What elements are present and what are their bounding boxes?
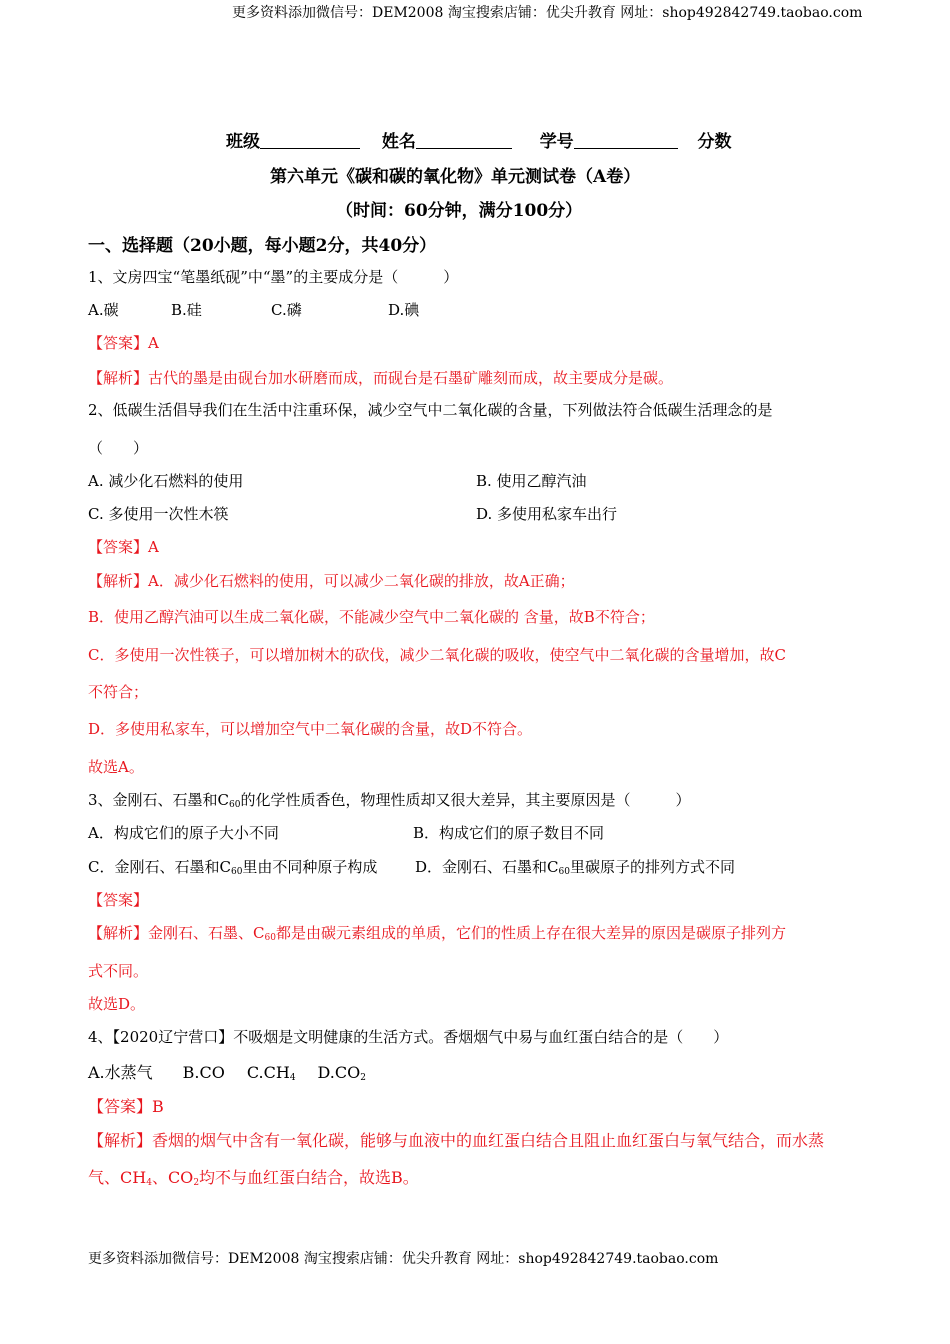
q2-analysis-d: D．多使用私家车，可以增加空气中二氧化碳的含量，故D不符合。 [88,720,533,738]
q1-analysis: 【解析】古代的墨是由砚台加水研磨而成，而砚台是石墨矿雕刻而成，故主要成分是碳。 [88,369,674,387]
q4-analysis-line1: 【解析】香烟的烟气中含有一氧化碳，能够与血液中的血红蛋白结合且阻止血红蛋白与氧气结合，而水蒸 [88,1131,825,1150]
q2-answer: 【答案】A [88,538,159,556]
q2-option-a: A. 减少化石燃料的使用 [88,472,244,490]
page-title: 第六单元《碳和碳的氧化物》单元测试卷（A卷） [270,167,641,187]
class-label: 班级 [226,132,260,152]
score-label: 分数 [697,132,732,152]
q4-option-a: A.水蒸气 [88,1063,153,1082]
q1-answer: 【答案】A [88,334,159,352]
section-heading: 一、选择题（20小题，每小题2分，共40分） [88,236,437,256]
class-blank[interactable] [260,133,360,149]
q4-option-c: $C.CH_4$ [246,1063,296,1083]
q3-analysis-line2: 式不同。 [88,962,149,980]
page-header: 更多资料添加微信号：DEM2008 淘宝搜索店铺：优尖升教育 网址：shop492842749.taobao.com [232,5,863,21]
q2-option-d: D. 多使用私家车出行 [476,505,618,523]
page-subtitle: （时间：60分钟，满分100分） [336,201,583,221]
q3-option-c: C．金刚石、石墨和$C_{60}$里由不同种原子构成 [88,858,378,877]
q1-option-d: D.碘 [388,301,420,319]
q4-answer: 【答案】B [88,1097,164,1116]
q2-analysis-c-line1: C．多使用一次性筷子，可以增加树木的砍伐，减少二氧化碳的吸收，使空气中二氧化碳的含量增加，故C [88,646,786,664]
q2-option-c: C. 多使用一次性木筷 [88,505,229,523]
q2-analysis-a: 【解析】A．减少化石燃料的使用，可以减少二氧化碳的排放，故A正确； [88,572,575,590]
q3-analysis-line1: 【解析】金刚石、石墨、$C_{60}$都是由碳元素组成的单质，它们的性质上存在很大差异的原因是碳原子排列方 [88,924,786,943]
q4-options [88,1060,366,1083]
q2-choose: 故选A。 [88,758,144,776]
q4-option-b: B.CO [182,1063,225,1082]
q4-analysis-line2: 气、$CH_4$、$CO_2$均不与血红蛋白结合，故选B。 [88,1168,419,1188]
name-label: 姓名 [381,132,416,152]
q3-option-a: A．构成它们的原子大小不同 [88,824,279,842]
name-blank[interactable] [416,133,512,149]
q2-option-b: B. 使用乙醇汽油 [476,472,587,490]
q2-analysis-c-line2: 不符合； [88,683,149,701]
q2-stem-line1: 2、低碳生活倡导我们在生活中注重环保，减少空气中二氧化碳的含量，下列做法符合低碳生活理念的是 [88,401,773,419]
q1-option-a: A.碳 [88,301,119,319]
q4-option-d: $D.CO_2$ [317,1063,366,1083]
student-info-line [226,127,732,152]
page-footer: 更多资料添加微信号：DEM2008 淘宝搜索店铺：优尖升教育 网址：shop492842749.taobao.com [88,1251,719,1267]
q1-option-c: C.磷 [271,301,302,319]
q3-choose: 故选D。 [88,995,146,1013]
id-blank[interactable] [574,133,678,149]
q1-stem: 1、文房四宝“笔墨纸砚”中“墨”的主要成分是（ ） [88,268,459,286]
q3-option-b: B．构成它们的原子数目不同 [413,824,605,842]
q3-answer: 【答案】 [88,891,149,909]
q4-stem: 4、【2020辽宁营口】不吸烟是文明健康的生活方式。香烟烟气中易与血红蛋白结合的是（ ） [88,1028,729,1046]
q2-analysis-b: B．使用乙醇汽油可以生成二氧化碳，不能减少空气中二氧化碳的 含量，故B不符合； [88,608,655,626]
q3-stem: 3、金刚石、石墨和$C_{60}$的化学性质香色，物理性质却又很大差异，其主要原因是（ ） [88,791,691,810]
q3-option-d: D．金刚石、石墨和$C_{60}$里碳原子的排列方式不同 [415,858,735,877]
id-label: 学号 [539,132,574,152]
q1-option-b: B.硅 [171,301,202,319]
q2-stem-line2: （ ） [88,439,149,457]
